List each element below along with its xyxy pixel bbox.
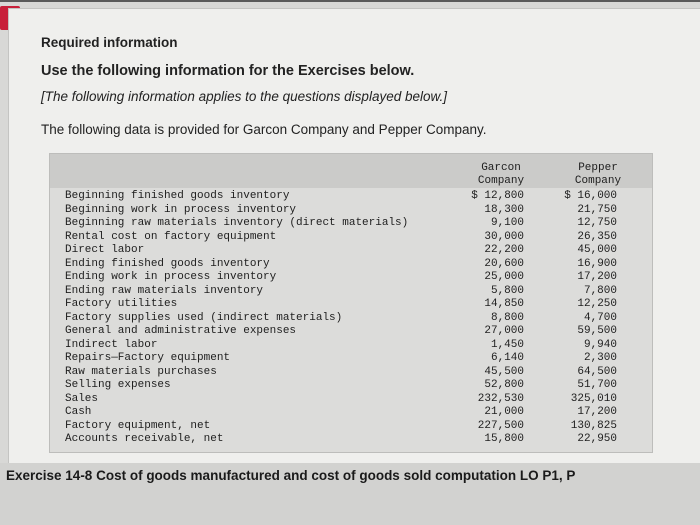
- row-label: Factory equipment, net: [65, 419, 211, 432]
- row-label: Beginning raw materials inventory (direct materials): [65, 217, 409, 229]
- row-label: Ending finished goods inventory: [65, 257, 270, 270]
- row-label: General and administrative expenses: [65, 325, 297, 337]
- row-label: Ending work in process inventory: [65, 271, 277, 283]
- row-label: Repairs—Factory equipment: [65, 352, 231, 364]
- pepper-value: 21,750: [577, 203, 617, 216]
- applies-note: [The following information applies to the questions displayed below.]: [41, 89, 447, 104]
- row-label: Factory supplies used (indirect materials): [65, 311, 343, 324]
- data-table: [49, 153, 653, 453]
- pepper-value: 17,200: [577, 406, 617, 418]
- row-label: Indirect labor: [65, 338, 158, 351]
- garcon-value: 25,000: [484, 271, 524, 283]
- pepper-column-header: Pepper Company: [574, 162, 622, 187]
- garcon-value: 6,140: [490, 352, 524, 364]
- pepper-value: $ 16,000: [564, 190, 617, 202]
- top-rule: [0, 0, 700, 2]
- pepper-values: [539, 190, 617, 447]
- pepper-value: 325,010: [570, 392, 617, 405]
- info-panel: [8, 8, 700, 465]
- row-label: Raw materials purchases: [65, 365, 217, 378]
- garcon-value: 5,800: [490, 284, 524, 297]
- garcon-value: 9,100: [490, 217, 524, 229]
- pepper-value: 17,200: [577, 271, 617, 283]
- garcon-value: 18,300: [484, 203, 524, 216]
- data-intro: The following data is provided for Garcon Company and Pepper Company.: [41, 122, 487, 137]
- row-labels: [65, 190, 408, 447]
- garcon-value: 45,500: [484, 365, 524, 378]
- garcon-value: 27,000: [484, 325, 524, 337]
- row-label: Ending raw materials inventory: [65, 284, 264, 297]
- row-label: Factory utilities: [65, 298, 178, 310]
- garcon-value: 30,000: [484, 230, 524, 243]
- pepper-value: 12,250: [577, 298, 617, 310]
- garcon-value: 52,800: [484, 379, 524, 391]
- required-info-heading: Required information: [41, 35, 178, 50]
- pepper-value: 2,300: [583, 352, 617, 364]
- pepper-value: 26,350: [577, 230, 617, 243]
- garcon-value: 227,500: [477, 419, 524, 432]
- pepper-value: 130,825: [570, 419, 617, 432]
- row-label: Direct labor: [65, 244, 145, 256]
- row-label: Rental cost on factory equipment: [65, 230, 277, 243]
- pepper-value: 64,500: [577, 365, 617, 378]
- garcon-value: 20,600: [484, 257, 524, 270]
- garcon-value: 22,200: [484, 244, 524, 256]
- row-label: Beginning finished goods inventory: [65, 190, 290, 202]
- row-label: Selling expenses: [65, 379, 171, 391]
- row-label: Cash: [65, 406, 92, 418]
- exercise-title: Exercise 14-8 Cost of goods manufactured and cost of goods sold computation LO P1, P: [6, 468, 576, 483]
- row-label: Accounts receivable, net: [65, 433, 224, 445]
- pepper-value: 4,700: [583, 311, 617, 324]
- pepper-value: 7,800: [583, 284, 617, 297]
- garcon-value: 232,530: [477, 392, 524, 405]
- pepper-value: 59,500: [577, 325, 617, 337]
- pepper-value: 9,940: [583, 338, 617, 351]
- pepper-value: 12,750: [577, 217, 617, 229]
- garcon-column-header: Garcon Company: [477, 162, 525, 187]
- row-label: Sales: [65, 392, 99, 405]
- garcon-value: 14,850: [484, 298, 524, 310]
- pepper-value: 45,000: [577, 244, 617, 256]
- garcon-value: 8,800: [490, 311, 524, 324]
- pepper-value: 16,900: [577, 257, 617, 270]
- garcon-values: [446, 190, 524, 447]
- garcon-value: 15,800: [484, 433, 524, 445]
- garcon-value: 21,000: [484, 406, 524, 418]
- garcon-value: $ 12,800: [471, 190, 524, 202]
- instructions-heading: Use the following information for the Exercises below.: [41, 63, 415, 79]
- pepper-value: 51,700: [577, 379, 617, 391]
- row-label: Beginning work in process inventory: [65, 203, 297, 216]
- pepper-value: 22,950: [577, 433, 617, 445]
- garcon-value: 1,450: [490, 338, 524, 351]
